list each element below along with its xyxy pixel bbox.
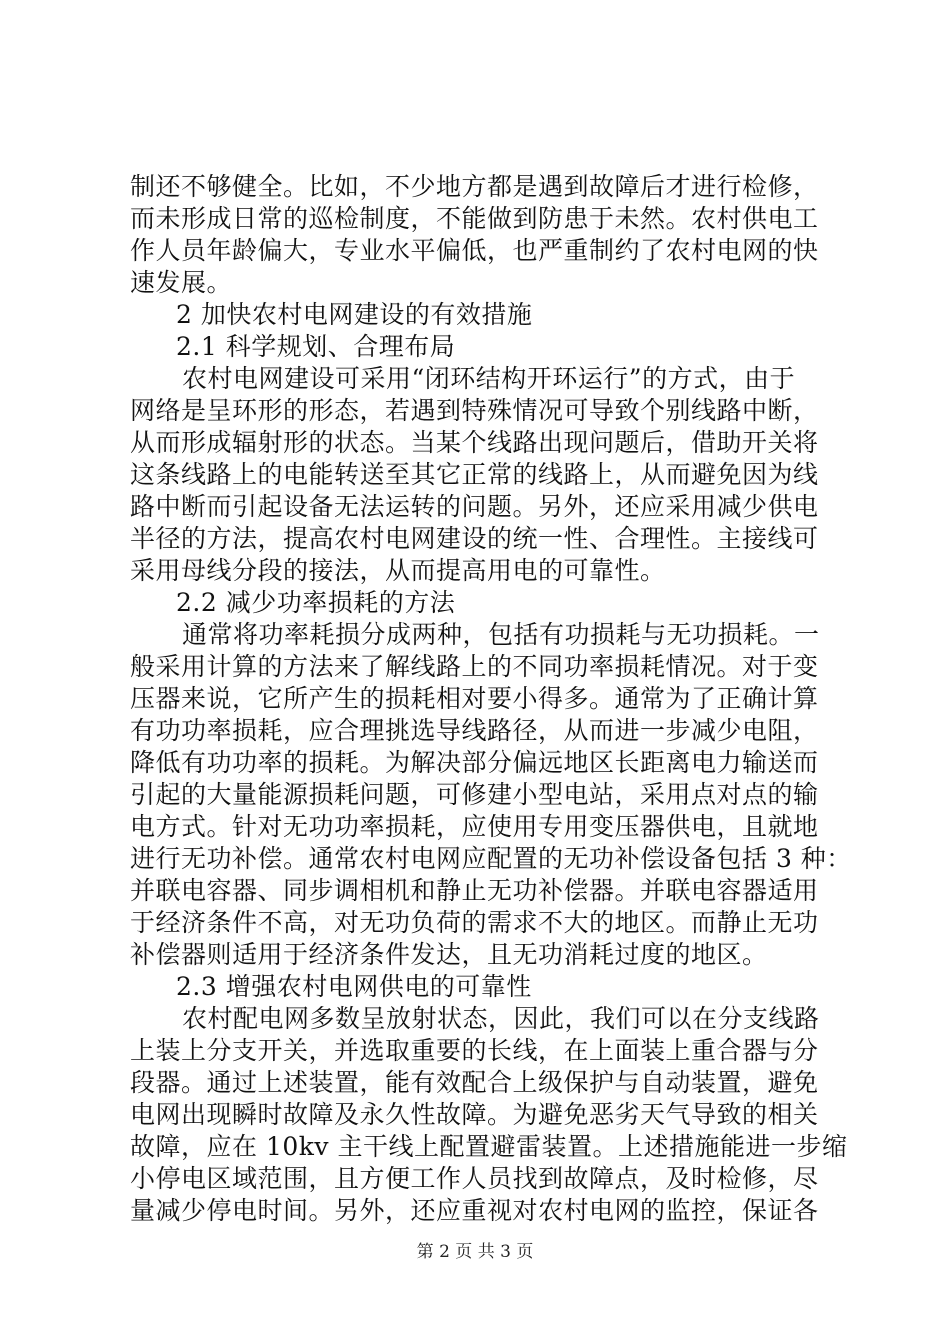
page-number-footer: 第 2 页 共 3 页	[416, 1242, 534, 1262]
text-line: 小停电区域范围，且方便工作人员找到故障点，及时检修，尽	[130, 1164, 819, 1193]
text-line: 农村配电网多数呈放射状态，因此，我们可以在分支线路	[182, 1004, 820, 1033]
text-line: 电方式。针对无功功率损耗，应使用专用变压器供电，且就地	[130, 812, 819, 841]
text-line: 这条线路上的电能转送至其它正常的线路上，从而避免因为线	[130, 460, 819, 489]
text-line: 制还不够健全。比如，不少地方都是遇到故障后才进行检修，	[130, 172, 819, 201]
section-heading: 2 加快农村电网建设的有效措施	[176, 300, 533, 329]
text-line: 降低有功功率的损耗。为解决部分偏远地区长距离电力输送而	[130, 748, 819, 777]
text-line: 故障，应在 10kv 主干线上配置避雷装置。上述措施能进一步缩	[130, 1132, 848, 1161]
text-line: 从而形成辐射形的状态。当某个线路出现问题后，借助开关将	[130, 428, 819, 457]
subsection-heading: 2.2 减少功率损耗的方法	[176, 588, 456, 617]
text-line: 上装上分支开关，并选取重要的长线，在上面装上重合器与分	[130, 1036, 819, 1065]
text-line: 有功功率损耗，应合理挑选导线路径，从而进一步减少电阻，	[130, 716, 819, 745]
text-line: 电网出现瞬时故障及永久性故障。为避免恶劣天气导致的相关	[130, 1100, 819, 1129]
text-line: 压器来说，它所产生的损耗相对要小得多。通常为了正确计算	[130, 684, 819, 713]
text-line: 路中断而引起设备无法运转的问题。另外，还应采用减少供电	[130, 492, 819, 521]
text-line: 而未形成日常的巡检制度，不能做到防患于未然。农村供电工	[130, 204, 819, 233]
text-line: 进行无功补偿。通常农村电网应配置的无功补偿设备包括 3 种：	[130, 844, 852, 873]
text-line: 段器。通过上述装置，能有效配合上级保护与自动装置，避免	[130, 1068, 819, 1097]
text-line: 于经济条件不高，对无功负荷的需求不大的地区。而静止无功	[130, 908, 819, 937]
text-line: 并联电容器、同步调相机和静止无功补偿器。并联电容器适用	[130, 876, 819, 905]
text-line: 量减少停电时间。另外，还应重视对农村电网的监控，保证各	[130, 1196, 819, 1225]
text-line: 引起的大量能源损耗问题，可修建小型电站，采用点对点的输	[130, 780, 819, 809]
subsection-heading: 2.1 科学规划、合理布局	[176, 332, 456, 361]
text-line: 般采用计算的方法来了解线路上的不同功率损耗情况。对于变	[130, 652, 819, 681]
text-line: 补偿器则适用于经济条件发达，且无功消耗过度的地区。	[130, 940, 768, 969]
text-line: 农村电网建设可采用“闭环结构开环运行”的方式，由于	[182, 364, 796, 393]
subsection-heading: 2.3 增强农村电网供电的可靠性	[176, 972, 532, 1001]
text-line: 网络是呈环形的形态，若遇到特殊情况可导致个别线路中断，	[130, 396, 819, 425]
text-line: 采用母线分段的接法，从而提高用电的可靠性。	[130, 556, 666, 585]
text-line: 作人员年龄偏大，专业水平偏低，也严重制约了农村电网的快	[130, 236, 819, 265]
text-line: 速发展。	[130, 268, 233, 297]
text-line: 半径的方法，提高农村电网建设的统一性、合理性。主接线可	[130, 524, 819, 553]
text-line: 通常将功率耗损分成两种，包括有功损耗与无功损耗。一	[182, 620, 820, 649]
